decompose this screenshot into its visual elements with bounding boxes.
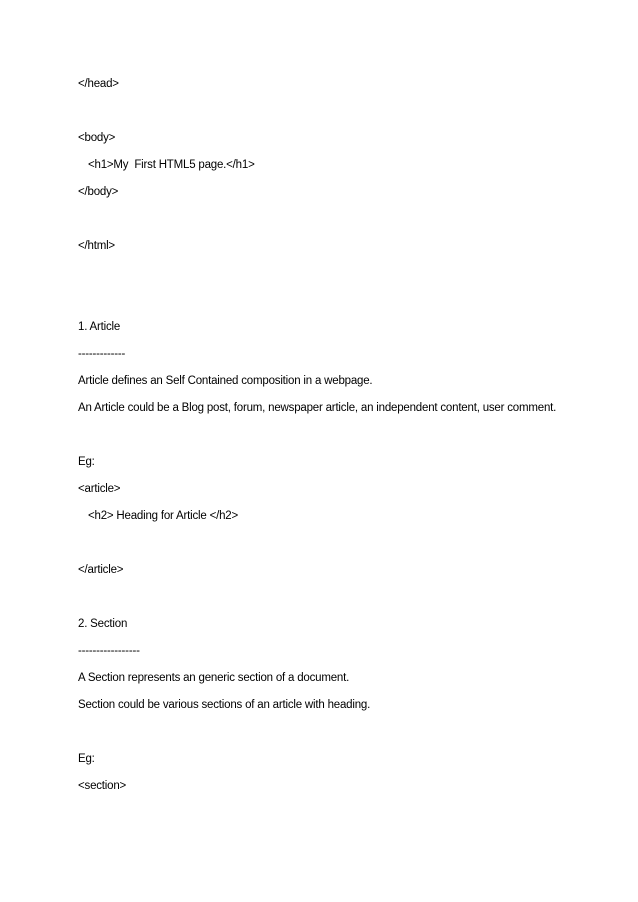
article-description-1: Article defines an Self Contained composition in a webpage. [78,375,373,387]
code-article-close: </article> [78,564,124,576]
code-h1-line: <h1>My First HTML5 page.</h1> [88,159,255,171]
code-head-close: </head> [78,78,119,90]
article-description-2: An Article could be a Blog post, forum, newspaper article, an independent content, user comment. [78,402,557,414]
code-body-open: <body> [78,132,116,144]
article-heading: 1. Article [78,321,121,333]
code-article-open: <article> [78,483,121,495]
article-rule: ------------- [78,348,126,360]
section-example-label: Eg: [78,753,95,765]
section-description-1: A Section represents an generic section of a document. [78,672,350,684]
article-example-label: Eg: [78,456,95,468]
code-section-open: <section> [78,780,127,792]
code-html-close: </html> [78,240,115,252]
code-body-close: </body> [78,186,119,198]
section-heading: 2. Section [78,618,128,630]
section-description-2: Section could be various sections of an article with heading. [78,699,371,711]
code-article-h2: <h2> Heading for Article </h2> [88,510,238,522]
section-rule: ----------------- [78,645,140,657]
